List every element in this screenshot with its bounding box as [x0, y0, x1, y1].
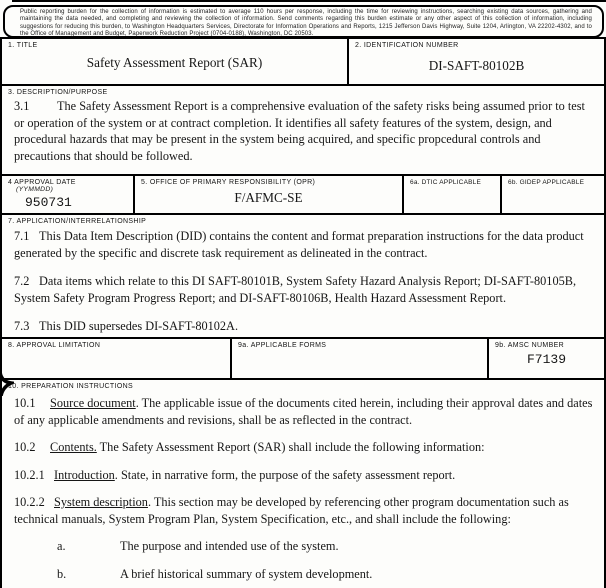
- paragraph-7-1: [14, 228, 596, 261]
- paragraph-number: 7.3: [14, 319, 30, 333]
- approval-opr-row: [0, 174, 606, 215]
- list-item-a: [57, 538, 596, 555]
- scan-edge-line: [12, 0, 606, 2]
- applicable-forms-field: [230, 339, 487, 378]
- amsc-number-value: F7139: [526, 352, 566, 367]
- paragraph-text: Data items which relate to this DI SAFT-80101B, System Safety Hazard Analysis Report; DI-SAFT-80105B, System Safety Program Progress Report; and DI-SAFT-80106B, Health Hazard Assessment Report.: [14, 274, 577, 305]
- paragraph-text: . State, in narrative form, the purpose of the safety assessment report.: [114, 467, 456, 482]
- amsc-number-field: [487, 339, 604, 378]
- approval-date-field: [2, 176, 133, 213]
- scan-artifact-curl: [0, 356, 14, 396]
- title-field: [2, 39, 347, 84]
- title-field-label: 1. TITLE: [8, 42, 38, 49]
- paragraph-lead: Introduction: [54, 467, 115, 482]
- paragraph-text: This DID supersedes DI-SAFT-80102A.: [39, 319, 239, 333]
- list-item-letter: a.: [57, 539, 66, 553]
- paragraph-number: 3.1: [14, 99, 30, 113]
- title-row: [0, 37, 606, 86]
- paragraph-10-2: [14, 439, 596, 456]
- identification-number-field: [347, 39, 604, 84]
- paragraph-text: The Safety Assessment Report (SAR) shall include the following information:: [96, 440, 485, 454]
- limitation-forms-row: [0, 337, 606, 380]
- approval-date-label: 4 APPROVAL DATE: [8, 179, 76, 186]
- gidep-applicable-field: [500, 176, 604, 213]
- preparation-instructions-section: [0, 378, 606, 588]
- gidep-applicable-label: 6b. GIDEP APPLICABLE: [508, 179, 585, 186]
- paragraph-number: 7.2: [14, 274, 30, 288]
- paragraph-number: 10.2.2: [14, 495, 45, 509]
- burden-statement: Public reporting burden for the collection of information is estimated to average 110 hours per response, including the time for reviewing instructions, searching existing data sources, gathering and maintaining the data needed, and completing and reviewing the collection of information. Send comments regarding this burden estimate or any other aspect of this collection of information, including suggestions for reducing this burden, to Washington Headquarters Services, Directorate for Information Operations and Reports, 1215 Jefferson Davis Highway, Suite 1204, Arlington, VA 22202-4302, and to the Office of Management and Budget, Paperwork Reduction Project (0704-0188), Washington, DC 20503.: [3, 5, 604, 38]
- title-field-value: Safety Assessment Report (SAR): [86, 55, 263, 70]
- paragraph-text: The Safety Assessment Report is a comprehensive evaluation of the safety risks being assumed prior to test or operation of the system or at contract completion. It identifies all safety features of the system, design, and procedural hazards that may be present in the system being acquired, and specific propcedural controls and precautions that should be followed.: [14, 99, 585, 163]
- description-purpose-label: 3. DESCRIPTION/PURPOSE: [8, 89, 108, 96]
- paragraph-lead: Source document: [50, 396, 136, 410]
- paragraph-3-1: [14, 98, 596, 164]
- dtic-applicable-field: [402, 176, 500, 213]
- opr-field: [133, 176, 402, 213]
- identification-number-value: DI-SAFT-80102B: [428, 58, 525, 73]
- approval-limitation-label: 8. APPROVAL LIMITATION: [8, 342, 101, 349]
- paragraph-text: This Data Item Description (DID) contains the content and format preparation instructions for the data product generated by the specific and discrete task requirement as delineated in the contract.: [14, 229, 584, 260]
- applicable-forms-label: 9a. APPLICABLE FORMS: [238, 342, 327, 349]
- list-item-text: The purpose and intended use of the system.: [120, 539, 339, 553]
- approval-date-value: 950731: [25, 195, 72, 210]
- list-item-letter: b.: [57, 566, 67, 581]
- preparation-instructions-label: 10. PREPARATION INSTRUCTIONS: [8, 383, 134, 390]
- opr-label: 5. OFFICE OF PRIMARY RESPONSIBILITY (OPR): [141, 179, 316, 186]
- paragraph-text: . This section may be developed by referencing other program documentation such as technical manuals, System Program Plan, System Specification, etc., and shall include the following:: [14, 495, 569, 526]
- amsc-number-label: 9b. AMSC NUMBER: [495, 342, 565, 349]
- paragraph-lead: System description: [54, 495, 148, 509]
- application-interrelationship-section: [0, 213, 606, 339]
- paragraph-number: 10.2: [14, 440, 36, 454]
- opr-value: F/AFMC-SE: [234, 190, 303, 205]
- application-interrelationship-label: 7. APPLICATION/INTERRELATIONSHIP: [8, 218, 147, 225]
- paragraph-10-2-2: [14, 494, 596, 527]
- paragraph-number: 10.1: [14, 396, 36, 410]
- paragraph-10-1: [14, 395, 596, 428]
- description-purpose-section: [0, 84, 606, 176]
- paragraph-7-3: [14, 318, 596, 335]
- list-item-b: [57, 566, 596, 583]
- approval-limitation-field: [2, 339, 230, 378]
- list-item-text: A brief historical summary of system development.: [120, 566, 373, 581]
- paragraph-10-2-1: [14, 467, 596, 484]
- paragraph-7-2: [14, 273, 596, 306]
- identification-number-label: 2. IDENTIFICATION NUMBER: [355, 42, 459, 49]
- paragraph-number: 7.1: [14, 229, 30, 243]
- paragraph-number: 10.2.1: [14, 467, 45, 482]
- dtic-applicable-label: 6a. DTIC APPLICABLE: [410, 179, 481, 186]
- approval-date-format-label: (YYMMDD): [16, 186, 54, 193]
- paragraph-text: . The applicable issue of the documents cited herein, including their approval dates and dates of any applicable amendments and revisions, shall be as reflected in the contract.: [14, 396, 593, 427]
- paragraph-lead: Contents.: [50, 440, 97, 454]
